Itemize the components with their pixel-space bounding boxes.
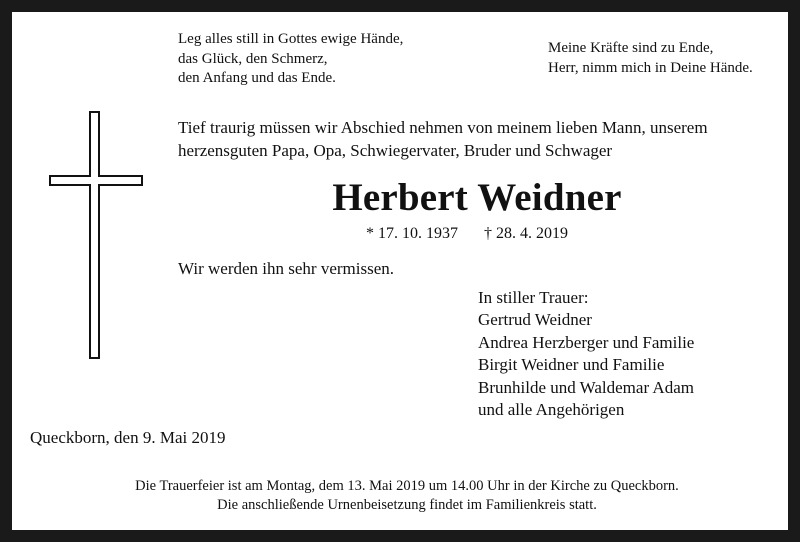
verse-right-line: Herr, nimm mich in Deine Hände.	[548, 59, 753, 76]
funeral-line: Die anschließende Urnenbeisetzung findet im Familienkreis statt.	[217, 497, 597, 513]
cross-icon	[48, 110, 144, 360]
birth-date: * 17. 10. 1937	[366, 225, 458, 242]
verse-right	[548, 39, 753, 78]
mourners-heading: In stiller Trauer:	[478, 288, 589, 307]
intro-line: Tief traurig müssen wir Abschied nehmen von meinem lieben Mann, unserem	[178, 118, 708, 137]
mourner-entry: Andrea Herzberger und Familie	[478, 332, 695, 352]
verse-left-line: den Anfang und das Ende.	[178, 70, 336, 86]
deceased-name: Herbert Weidner	[332, 176, 622, 219]
verse-left-line: das Glück, den Schmerz,	[178, 50, 328, 67]
verse-right-line: Meine Kräfte sind zu Ende,	[548, 40, 714, 56]
mourner-entry: Birgit Weidner und Familie	[478, 355, 665, 375]
life-dates	[366, 224, 568, 244]
intro-line: herzensguten Papa, Opa, Schwiegervater, Bruder und Schwager	[178, 141, 613, 160]
mourner-entry: und alle Angehörigen	[478, 400, 625, 420]
miss-text: Wir werden ihn sehr vermissen.	[178, 259, 395, 278]
verse-left	[178, 30, 403, 89]
place-date: Queckborn, den 9. Mai 2019	[30, 428, 226, 447]
mourner-entry: Brunhilde und Waldemar Adam	[478, 377, 694, 397]
funeral-line: Die Trauerfeier ist am Montag, dem 13. Mai 2019 um 14.00 Uhr in der Kirche zu Queckborn.	[135, 478, 679, 494]
mourners-list	[478, 287, 694, 421]
verse-left-line: Leg alles still in Gottes ewige Hände,	[178, 31, 404, 47]
death-date: † 28. 4. 2019	[484, 225, 568, 242]
intro-text	[178, 116, 708, 162]
mourner-entry: Gertrud Weidner	[478, 310, 592, 330]
funeral-info	[0, 477, 800, 515]
